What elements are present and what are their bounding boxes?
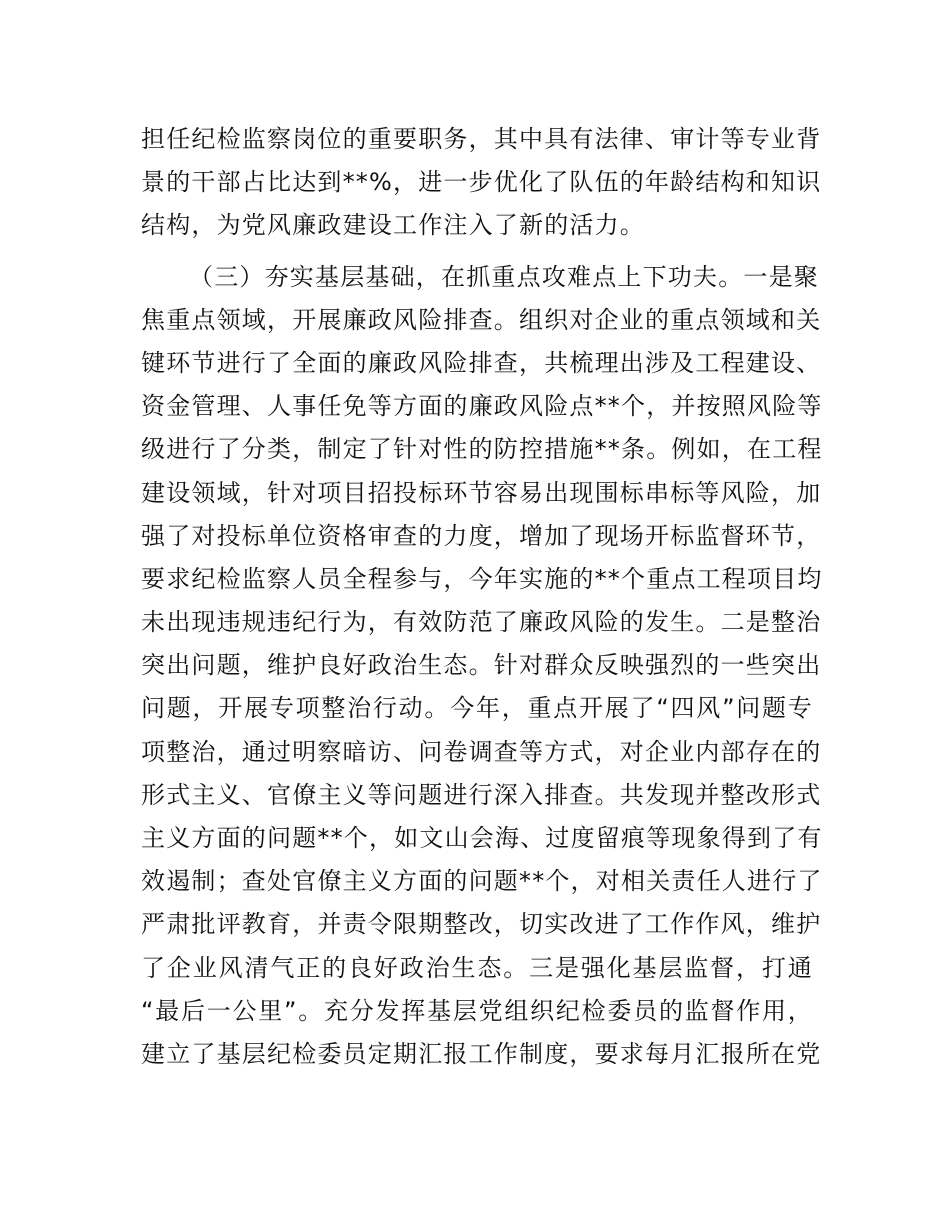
text-line: 形式主义、官僚主义等问题进行深入排查。共发现并整改形式 xyxy=(141,780,822,809)
text-line: 景的干部占比达到**%，进一步优化了队伍的年龄结构和知识 xyxy=(141,168,822,197)
text-line: 突出问题，维护良好政治生态。针对群众反映强烈的一些突出 xyxy=(141,651,822,680)
text-line: 未出现违规违纪行为，有效防范了廉政风险的发生。二是整治 xyxy=(141,608,822,637)
text-line: 担任纪检监察岗位的重要职务，其中具有法律、审计等专业背 xyxy=(141,125,822,153)
text-line: 级进行了分类，制定了针对性的防控措施**条。例如，在工程 xyxy=(141,435,823,464)
paragraph-gap xyxy=(141,248,813,256)
text-line: （三）夯实基层基础，在抓重点攻难点上下功夫。一是聚 xyxy=(189,262,819,291)
text-line: 了企业风清气正的良好政治生态。三是强化基层监督，打通 xyxy=(141,953,813,982)
text-line: 资金管理、人事任免等方面的廉政风险点**个，并按照风险等 xyxy=(141,392,823,421)
text-line: 主义方面的问题**个，如文山会海、过度留痕等现象得到了有 xyxy=(141,824,823,852)
text-line: 要求纪检监察人员全程参与，今年实施的**个重点工程项目均 xyxy=(141,564,823,593)
document-body xyxy=(141,118,823,1076)
paragraph-2 xyxy=(141,256,823,1077)
text-line: 项整治，通过明察暗访、问卷调查等方式，对企业内部存在的 xyxy=(141,737,822,766)
text-line: 焦重点领域，开展廉政风险排查。组织对企业的重点领域和关 xyxy=(141,305,822,334)
paragraph-1 xyxy=(141,118,822,248)
text-line: 建设领域，针对项目招投标环节容易出现围标串标等风险，加 xyxy=(141,478,822,507)
text-line: “最后一公里”。充分发挥基层党组织纪检委员的监督作用， xyxy=(141,996,813,1025)
text-line: 问题，开展专项整治行动。今年，重点开展了“四风”问题专 xyxy=(141,694,813,723)
text-line: 建立了基层纪检委员定期汇报工作制度，要求每月汇报所在党 xyxy=(141,1039,822,1068)
text-line: 结构，为党风廉政建设工作注入了新的活力。 xyxy=(141,211,645,240)
text-line: 效遏制；查处官僚主义方面的问题**个，对相关责任人进行了 xyxy=(141,867,823,896)
text-line: 强了对投标单位资格审查的力度，增加了现场开标监督环节， xyxy=(141,521,822,550)
text-line: 键环节进行了全面的廉政风险排查，共梳理出涉及工程建设、 xyxy=(141,348,822,377)
text-line: 严肃批评教育，并责令限期整改，切实改进了工作作风，维护 xyxy=(141,910,822,939)
